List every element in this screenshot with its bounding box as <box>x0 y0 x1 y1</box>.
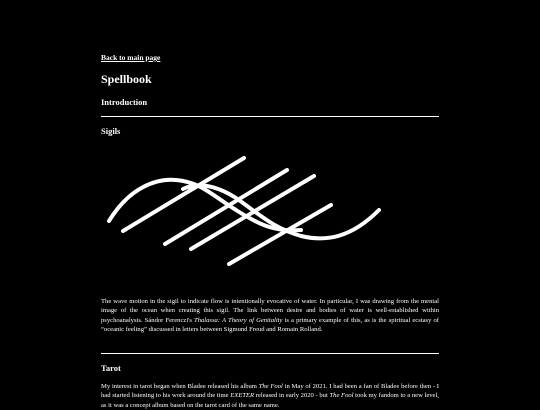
book-title: Thalassa: A Theory of Genitality <box>194 316 283 324</box>
album-title: EXETER <box>230 392 255 400</box>
sigil-image <box>101 150 439 275</box>
back-to-main-link[interactable]: Back to main page <box>101 53 161 62</box>
sigils-paragraph: The wave motion in the sigil to indicate flow is intentionally evocative of water. In particular, I was drawing from the mental image of the ocean when creating this sigil. The link between desire and bodies of water is well-established within psychoanalysis. Sándor Ferenczi's Thalassa: A Theory of Genitality is a primary example of this, as is the spiritual ecstasy of “oceanic feeling” discussed in letters between Sigmund Freud and Romain Rolland. <box>101 298 439 333</box>
tarot-paragraph: My interest in tarot began when Bladee released his album The Fool in May of 2021. I had been a fan of Bladee before then - I had started listening to his work around the time EXETER released in early 2020 - but The Fool took my fandom to a new level, as it was a concept album based on the tarot card of the same name. <box>101 383 439 409</box>
introduction-heading: Introduction <box>101 97 148 107</box>
tarot-heading: Tarot <box>101 363 121 373</box>
album-title: The Fool <box>329 392 354 400</box>
divider <box>101 353 439 354</box>
divider <box>101 116 439 117</box>
sigils-heading: Sigils <box>101 126 121 136</box>
album-title: The Fool <box>258 383 283 390</box>
sigil-stroke-1 <box>123 158 244 231</box>
page-title: Spellbook <box>101 72 152 86</box>
